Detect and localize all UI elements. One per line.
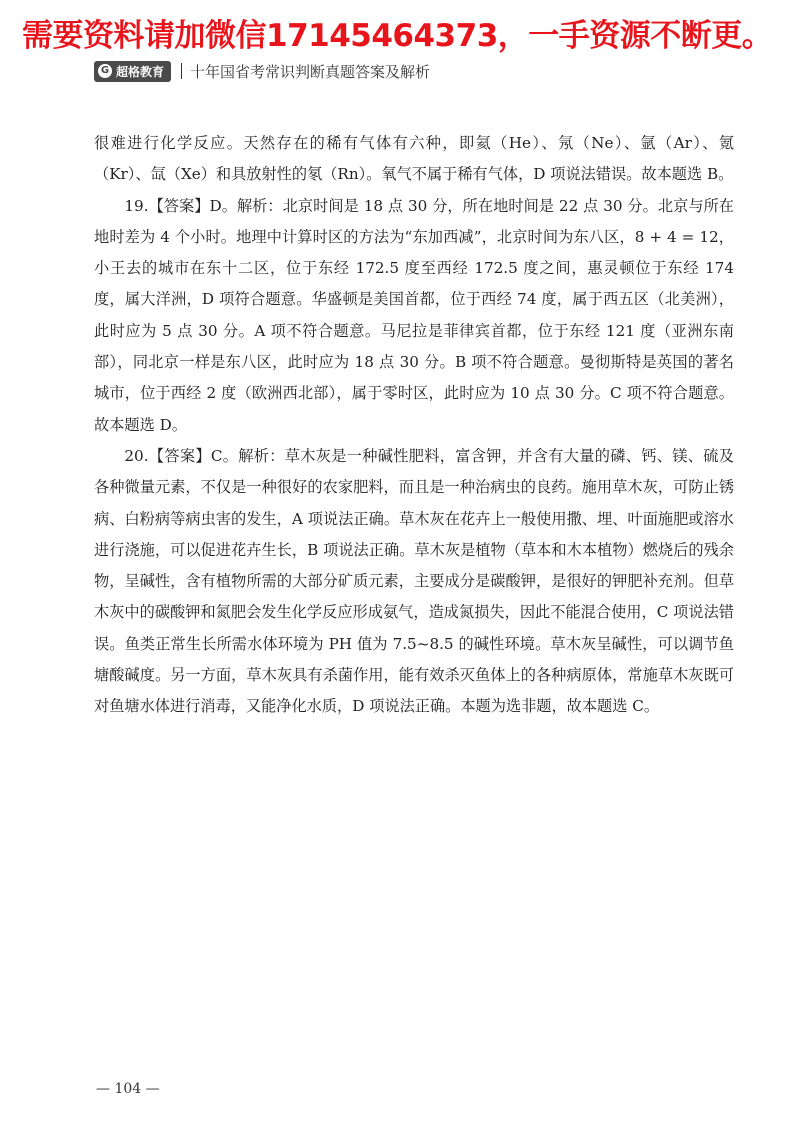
page-header xyxy=(94,60,430,82)
answer-19: 19.【答案】D。解析：北京时间是 18 点 30 分，所在地时间是 22 点 30 分。北京与所在地时差为 4 个小时。地理中计算时区的方法为“东加西减”，北京时间为东八区，8 + 4 = 12，小王去的城市在东十二区，位于东经 172.5 度至西经 172.5 度之间，惠灵顿位于东经 174 度，属大洋洲，D 项符合题意。华盛顿是美国首都，位于西经 74 度，属于西五区（北美洲），此时应为 5 点 30 分。A 项不符合题意。马尼拉是菲律宾首都，位于东经 121 度（亚洲东南部），同北京一样是东八区，此时应为 18 点 30 分。B 项不符合题意。曼彻斯特是英国的著名城市，位于西经 2 度（欧洲西北部），属于零时区，此时应为 10 点 30 分。C 项不符合题意。故本题选 D。 xyxy=(94,196,734,434)
logo-icon: G xyxy=(98,64,112,78)
watermark-banner: 需要资料请加微信17145464373，一手资源不断更。 xyxy=(22,18,773,54)
book-title: 十年国省考常识判断真题答案及解析 xyxy=(190,62,431,81)
publisher-logo xyxy=(94,61,171,82)
header-divider xyxy=(181,63,182,79)
logo-text: 超格教育 xyxy=(116,64,165,79)
page-number: — 104 — xyxy=(96,1081,160,1097)
answer-20: 20.【答案】C。解析：草木灰是一种碱性肥料，富含钾，并含有大量的磷、钙、镁、硫及各种微量元素，不仅是一种很好的农家肥料，而且是一种治病虫的良药。施用草木灰，可防止锈病、白粉病等病虫害的发生，A 项说法正确。草木灰在花卉上一般使用撒、埋、叶面施肥或溶水进行浇施，可以促进花卉生长，B 项说法正确。草木灰是植物（草本和木本植物）燃烧后的残余物，呈碱性，含有植物所需的大部分矿质元素，主要成分是碳酸钾，是很好的钾肥补充剂。但草木灰中的碳酸钾和氮肥会发生化学反应形成氨气，造成氮损失，因此不能混合使用，C 项说法错误。鱼类正常生长所需水体环境为 PH 值为 7.5~8.5 的碱性环境。草木灰呈碱性，可以调节鱼塘酸碱度。另一方面，草木灰具有杀菌作用，能有效杀灭鱼体上的各种病原体，常施草木灰既可对鱼塘水体进行消毒，又能净化水质，D 项说法正确。本题为选非题，故本题选 C。 xyxy=(94,446,734,716)
page-body xyxy=(94,128,734,723)
paragraph-continuation: 很难进行化学反应。天然存在的稀有气体有六种，即氦（He）、氖（Ne）、氩（Ar）、氪（Kr）、氙（Xe）和具放射性的氡（Rn）。氧气不属于稀有气体，D 项说法错误。故本题选 B。 xyxy=(94,134,734,184)
